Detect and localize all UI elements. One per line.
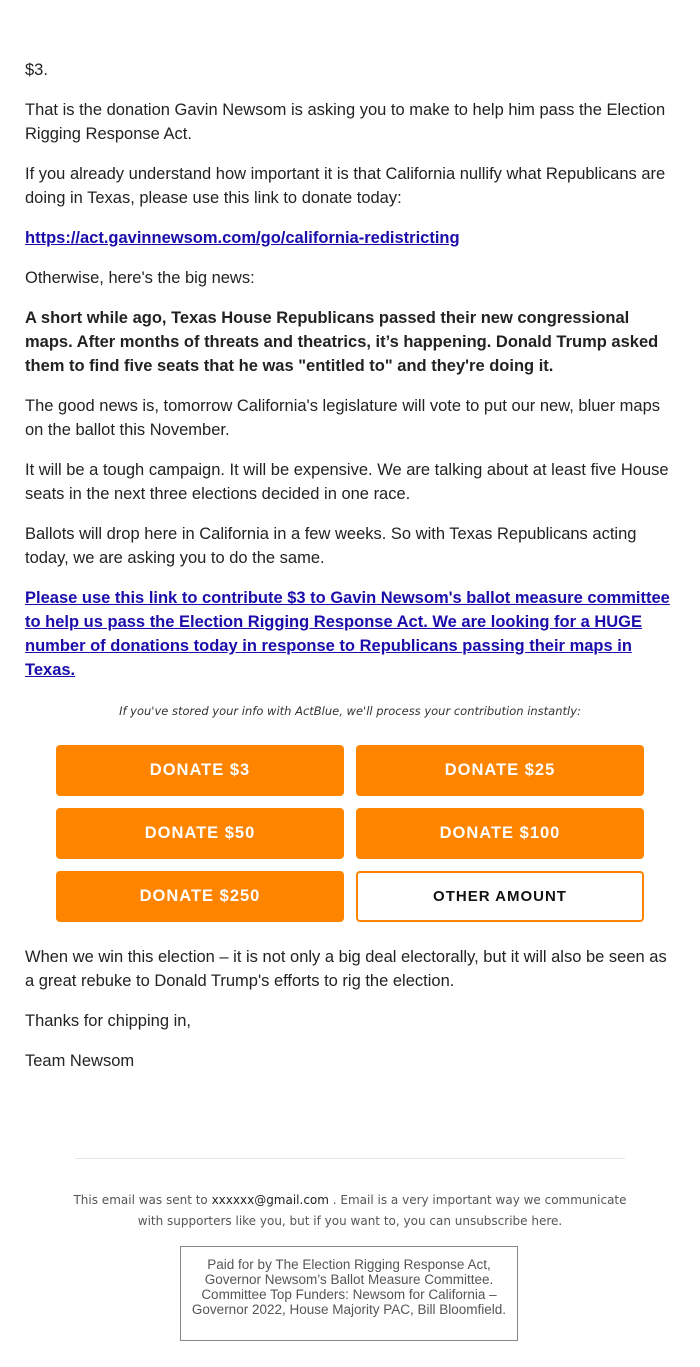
other-amount-button[interactable]: OTHER AMOUNT <box>356 871 644 922</box>
donate-link[interactable]: https://act.gavinnewsom.com/go/california-redistricting <box>25 229 460 247</box>
paragraph-texas-maps: A short while ago, Texas House Republicans passed their new congressional maps. After months of threats and theatrics, it’s happening. Donald Trump asked them to find five seats that he was "entitled to" and they're doing it. <box>25 309 659 375</box>
donate-250-button[interactable]: DONATE $250 <box>56 871 344 922</box>
cta-link-paragraph <box>25 586 670 682</box>
paid-for-disclaimer: Paid for by The Election Rigging Response Act, Governor Newsom’s Ballot Measure Committee. Committee Top Funders: Newsom for California – Governor 2022, House Majority PAC, Bill Bloomfield. <box>180 1246 518 1341</box>
donate-100-button[interactable]: DONATE $100 <box>356 808 644 859</box>
actblue-note: If you've stored your info with ActBlue, we'll process your contribution instantly: <box>119 704 581 718</box>
paragraph-understand: If you already understand how important it is that California nullify what Republicans are doing in Texas, please use this link to donate today: <box>25 165 666 207</box>
opening-amount: $3. <box>25 61 48 79</box>
donate-3-button[interactable]: DONATE $3 <box>56 745 344 796</box>
paragraph-good-news: The good news is, tomorrow California's legislature will vote to put our new, bluer maps on the ballot this November. <box>25 397 661 439</box>
footer-text <box>60 1190 640 1232</box>
footer-sent-prefix: This email was sent to <box>73 1193 212 1207</box>
email-body <box>25 58 670 698</box>
cta-link[interactable]: Please use this link to contribute $3 to Gavin Newsom's ballot measure committee to help us pass the Election Rigging Response Act. We are looking for a HUGE number of donations today in response to Republicans passing their maps in Texas. <box>25 589 670 679</box>
closing-section <box>25 945 675 1089</box>
paragraph-ask: That is the donation Gavin Newsom is asking you to make to help him pass the Election Rigging Response Act. <box>25 101 666 143</box>
paragraph-thanks: Thanks for chipping in, <box>25 1012 192 1030</box>
donate-link-paragraph <box>25 226 670 250</box>
recipient-email: xxxxxx@gmail.com <box>211 1193 329 1207</box>
donate-50-button[interactable]: DONATE $50 <box>56 808 344 859</box>
paragraph-big-news: Otherwise, here's the big news: <box>25 269 255 287</box>
footer-divider <box>75 1158 625 1159</box>
paragraph-ballots: Ballots will drop here in California in a few weeks. So with Texas Republicans acting today, we are asking you to do the same. <box>25 525 637 567</box>
signoff: Team Newsom <box>25 1052 135 1070</box>
paragraph-win: When we win this election – it is not only a big deal electorally, but it will also be seen as a great rebuke to Donald Trump's efforts to rig the election. <box>25 948 667 990</box>
paragraph-tough-campaign: It will be a tough campaign. It will be expensive. We are talking about at least five House seats in the next three elections decided in one race. <box>25 461 669 503</box>
donate-25-button[interactable]: DONATE $25 <box>356 745 644 796</box>
footer-sent-suffix: . Email is a very important way we communicate with supporters like you, but if you want to, you can unsubscribe here. <box>137 1193 627 1228</box>
